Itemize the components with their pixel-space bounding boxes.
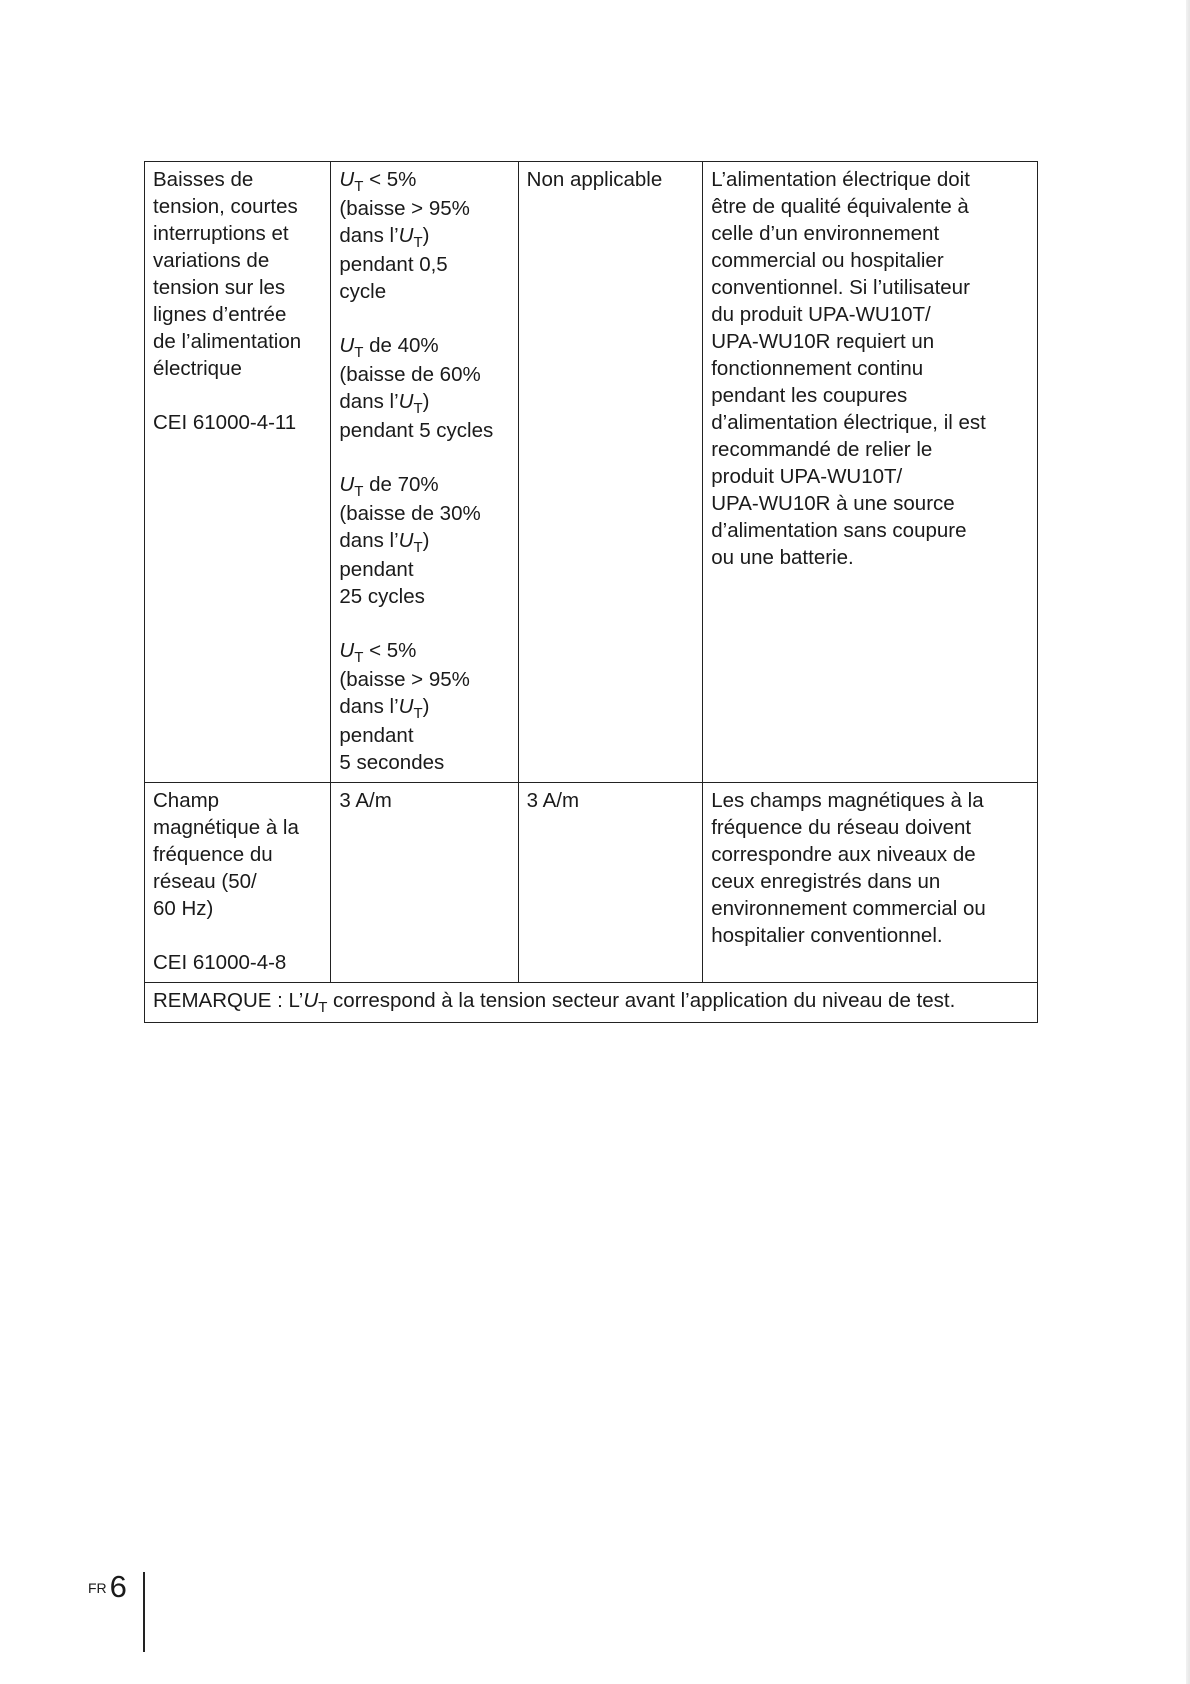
test-level-block-3-head: $U_T$ de 70% [339,473,439,500]
phenomenon-line: Champ [153,789,220,812]
test-level-block-2-head: $U_T$ de 40% [339,334,439,361]
test-level-line: (baisse de 60% [339,363,481,386]
guidance-line: fréquence du réseau doivent [711,816,972,839]
note-text: REMARQUE : $L’U_T$ correspond à la tension secteur avant l’application du niveau de test. [153,989,956,1016]
test-level-line: cycle [339,280,387,303]
test-level-line: dans $l’U_T$) [339,529,430,556]
phenomenon-line: lignes d’entrée [153,303,287,326]
guidance-line: produit UPA-WU10T/ [711,465,903,488]
compliance-level: Non applicable [526,168,663,191]
guidance-line: hospitalier conventionnel. [711,924,943,947]
emc-immunity-table [144,161,1038,1023]
phenomenon-line: interruptions et [153,222,289,245]
test-level-cell [331,783,518,983]
test-level-line: (baisse > 95% [339,668,470,691]
test-level-line: pendant [339,724,414,747]
language-code: FR [88,1580,107,1596]
test-level: 3 A/m [339,789,392,812]
phenomenon-line: 60 Hz) [153,897,214,920]
phenomenon-cell [145,783,331,983]
table-row [145,783,1038,983]
test-level-line: dans $l’U_T$) [339,224,430,251]
page-edge-shadow [1186,0,1190,1684]
guidance-line: correspondre aux niveaux de [711,843,976,866]
phenomenon-line: fréquence du [153,843,273,866]
guidance-line: environnement commercial ou [711,897,986,920]
guidance-line: commercial ou hospitalier [711,249,944,272]
phenomenon-line: tension sur les [153,276,286,299]
test-level-block-1-head: $U_T < 5\%$ [339,168,417,195]
guidance-line: ceux enregistrés dans un [711,870,941,893]
test-level-line: pendant 5 cycles [339,419,494,442]
standard-reference: CEI 61000-4-11 [153,411,297,434]
guidance-line: pendant les coupures [711,384,908,407]
guidance-line: être de qualité équivalente à [711,195,969,218]
phenomenon-line: réseau (50/ [153,870,257,893]
guidance-line: d’alimentation électrique, il est [711,411,986,434]
phenomenon-line: magnétique à la [153,816,299,839]
guidance-line: d’alimentation sans coupure [711,519,967,542]
test-level-line: pendant 0,5 [339,253,448,276]
phenomenon-line: variations de [153,249,270,272]
table-row [145,162,1038,783]
guidance-line: UPA-WU10R requiert un [711,330,935,353]
table-row [145,983,1038,1023]
test-level-block-4-head: $U_T < 5\%$ [339,639,417,666]
test-level-cell [331,162,518,783]
guidance-line: ou une batterie. [711,546,854,569]
guidance-line: du produit UPA-WU10T/ [711,303,931,326]
test-level-line: pendant [339,558,414,581]
test-level-line: (baisse > 95% [339,197,470,220]
compliance-level-cell [518,162,703,783]
compliance-level-cell [518,783,703,983]
compliance-level: 3 A/m [526,789,580,812]
guidance-line: Les champs magnétiques à la [711,789,984,812]
test-level-line: 5 secondes [339,751,445,774]
phenomenon-line: de l’alimentation [153,330,302,353]
guidance-line: UPA-WU10R à une source [711,492,955,515]
guidance-line: conventionnel. Si l’utilisateur [711,276,970,299]
page-number [88,1570,127,1604]
page-number-value: 6 [109,1569,127,1604]
phenomenon-cell [145,162,331,783]
test-level-line: dans $l’U_T$) [339,390,430,417]
footer-rule [143,1572,145,1652]
guidance-line: celle d’un environnement [711,222,940,245]
guidance-cell [703,162,1038,783]
note-cell [145,983,1038,1023]
guidance-line: recommandé de relier le [711,438,933,461]
test-level-line: 25 cycles [339,585,425,608]
standard-reference: CEI 61000-4-8 [153,951,287,974]
guidance-cell [703,783,1038,983]
test-level-line: dans $l’U_T$) [339,695,430,722]
phenomenon-line: tension, courtes [153,195,298,218]
guidance-line: L’alimentation électrique doit [711,168,970,191]
phenomenon-line: Baisses de [153,168,254,191]
test-level-line: (baisse de 30% [339,502,481,525]
guidance-line: fonctionnement continu [711,357,924,380]
phenomenon-line: électrique [153,357,242,380]
